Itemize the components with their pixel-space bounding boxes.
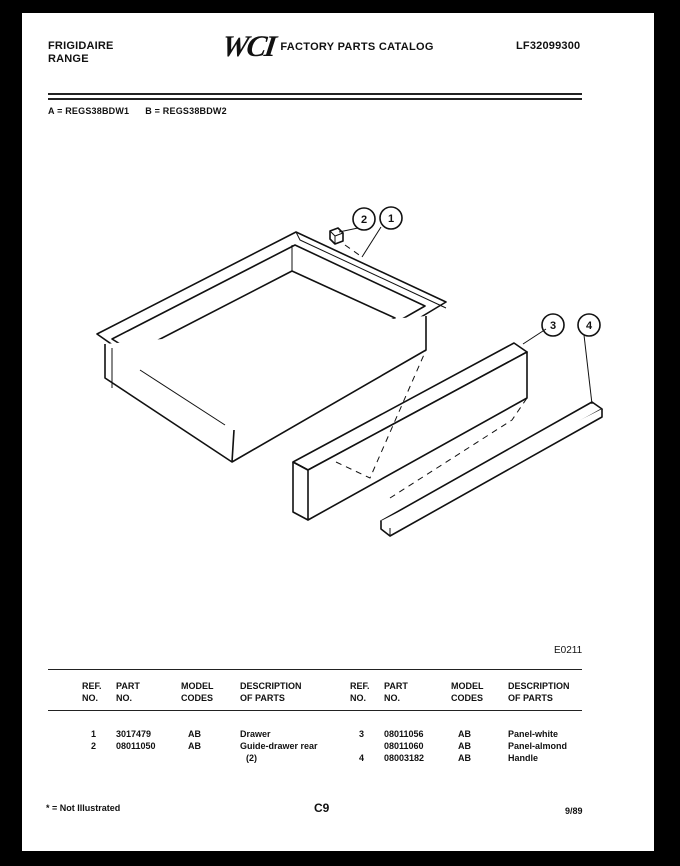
product-type: RANGE: [48, 53, 89, 65]
header-part-left: PART NO.: [116, 681, 140, 703]
header-model-right: MODEL CODES: [451, 681, 484, 703]
table-top-rule: [48, 669, 582, 670]
codes-cell: AB: [188, 741, 201, 751]
not-illustrated-note: * = Not Illustrated: [46, 803, 121, 813]
callout-2: 2: [360, 214, 368, 226]
part-cell: 3017479: [116, 729, 152, 739]
ref-cell: 2: [91, 741, 97, 751]
revision-date: 9/89: [565, 806, 583, 816]
table-header-rule: [48, 710, 582, 711]
model-b: B = REGS38BDW2: [145, 106, 227, 116]
desc-cell: Panel-white: [508, 729, 559, 739]
desc-cell: Drawer: [240, 729, 271, 739]
desc-cell: Guide-drawer rear: [240, 741, 318, 751]
desc-cell: Handle: [508, 753, 539, 763]
part-cell: 08011050: [116, 741, 156, 751]
model-a: A = REGS38BDW1: [48, 106, 130, 116]
header-desc-right: DESCRIPTION OF PARTS: [508, 681, 570, 703]
wci-logo: WCI: [219, 30, 277, 63]
header-model-left: MODEL CODES: [181, 681, 214, 703]
header-ref-left: REF. NO.: [82, 681, 102, 703]
codes-cell: AB: [458, 741, 471, 751]
part-cell: 08011056: [384, 729, 424, 739]
desc-cell: Panel-almond: [508, 741, 568, 751]
part-cell: 08011060: [384, 741, 424, 751]
catalog-title: FACTORY PARTS CATALOG: [280, 41, 434, 53]
codes-cell: AB: [188, 729, 201, 739]
ref-cell: 4: [359, 753, 365, 763]
callout-1: 1: [387, 213, 395, 225]
codes-cell: AB: [458, 729, 471, 739]
callout-4: 4: [585, 320, 593, 332]
part-cell: 08003182: [384, 753, 425, 763]
desc-cell: (2): [246, 753, 257, 763]
codes-cell: AB: [458, 753, 471, 763]
brand-name: FRIGIDAIRE: [48, 40, 114, 52]
drawer-guide-illustration: [330, 228, 343, 244]
catalog-number: LF32099300: [516, 40, 581, 52]
ref-cell: 1: [91, 729, 97, 739]
figure-code: E0211: [554, 645, 583, 656]
header-ref-right: REF. NO.: [350, 681, 370, 703]
header-desc-left: DESCRIPTION OF PARTS: [240, 681, 302, 703]
ref-cell: 3: [359, 729, 365, 739]
callout-3: 3: [549, 320, 557, 332]
header-part-right: PART NO.: [384, 681, 408, 703]
page-number: C9: [314, 801, 330, 815]
